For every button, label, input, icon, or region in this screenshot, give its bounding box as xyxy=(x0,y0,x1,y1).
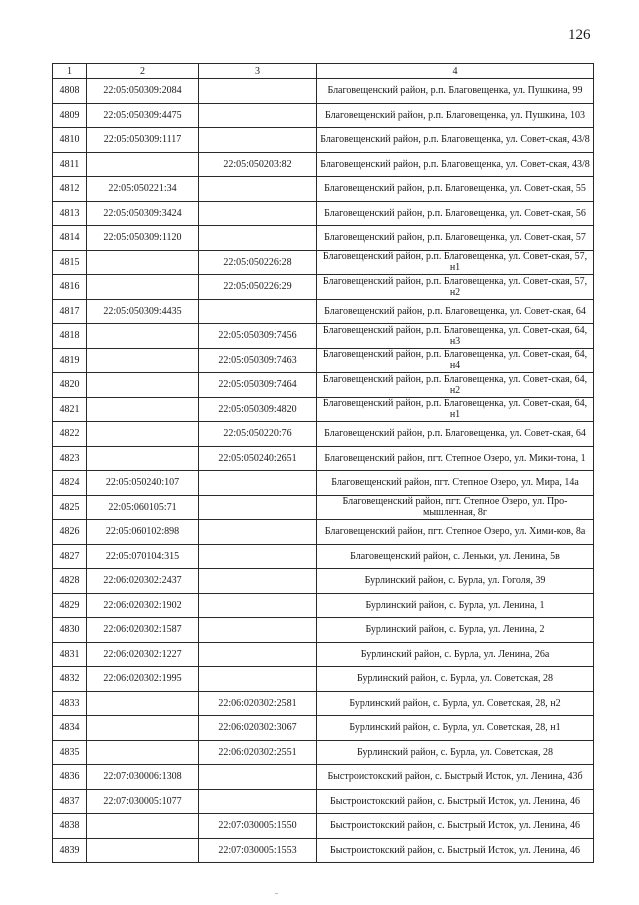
address-cell: Бурлинский район, с. Бурла, ул. Советская, 28, н1 xyxy=(317,716,594,741)
table-row xyxy=(53,814,594,839)
row-number-cell: 4838 xyxy=(53,814,87,839)
table-row xyxy=(53,642,594,667)
cadastral-number-cell xyxy=(87,691,199,716)
table-row xyxy=(53,177,594,202)
row-number-cell: 4819 xyxy=(53,348,87,373)
row-number-cell: 4817 xyxy=(53,299,87,324)
table-row xyxy=(53,716,594,741)
address-cell: Благовещенский район, р.п. Благовещенка, ул. Совет-ская, 64, н2 xyxy=(317,373,594,398)
table-body xyxy=(53,79,594,863)
object-cadastral-number-cell: 22:07:030005:1550 xyxy=(199,814,317,839)
cadastral-number-cell xyxy=(87,373,199,398)
address-cell: Быстроистокский район, с. Быстрый Исток, ул. Ленина, 46 xyxy=(317,838,594,863)
row-number-cell: 4828 xyxy=(53,569,87,594)
cadastral-number-cell: 22:06:020302:1995 xyxy=(87,667,199,692)
cadastral-number-cell: 22:06:020302:1227 xyxy=(87,642,199,667)
table-row xyxy=(53,789,594,814)
object-cadastral-number-cell: 22:07:030005:1553 xyxy=(199,838,317,863)
row-number-cell: 4836 xyxy=(53,765,87,790)
object-cadastral-number-cell xyxy=(199,495,317,520)
row-number-cell: 4835 xyxy=(53,740,87,765)
address-cell: Быстроистокский район, с. Быстрый Исток, ул. Ленина, 46 xyxy=(317,789,594,814)
row-number-cell: 4834 xyxy=(53,716,87,741)
object-cadastral-number-cell: 22:06:020302:2581 xyxy=(199,691,317,716)
table-row xyxy=(53,838,594,863)
object-cadastral-number-cell xyxy=(199,226,317,251)
cadastral-number-cell: 22:05:050309:2084 xyxy=(87,79,199,104)
row-number-cell: 4837 xyxy=(53,789,87,814)
address-cell: Благовещенский район, пгт. Степное Озеро, ул. Хими-ков, 8а xyxy=(317,520,594,545)
row-number-cell: 4818 xyxy=(53,324,87,349)
object-cadastral-number-cell xyxy=(199,520,317,545)
object-cadastral-number-cell: 22:05:050309:7464 xyxy=(199,373,317,398)
object-cadastral-number-cell: 22:05:050240:2651 xyxy=(199,446,317,471)
object-cadastral-number-cell: 22:05:050203:82 xyxy=(199,152,317,177)
cadastral-number-cell xyxy=(87,814,199,839)
address-cell: Бурлинский район, с. Бурла, ул. Ленина, 26а xyxy=(317,642,594,667)
row-number-cell: 4812 xyxy=(53,177,87,202)
address-cell: Благовещенский район, р.п. Благовещенка, ул. Совет-ская, 56 xyxy=(317,201,594,226)
table-row xyxy=(53,569,594,594)
address-cell: Благовещенский район, р.п. Благовещенка, ул. Совет-ская, 43/8 xyxy=(317,128,594,153)
address-cell: Благовещенский район, р.п. Благовещенка, ул. Совет-ская, 57, н1 xyxy=(317,250,594,275)
cadastral-number-cell: 22:06:020302:1902 xyxy=(87,593,199,618)
cadastral-number-cell xyxy=(87,348,199,373)
row-number-cell: 4816 xyxy=(53,275,87,300)
table-row xyxy=(53,152,594,177)
address-cell: Благовещенский район, пгт. Степное Озеро, ул. Про-мышленная, 8г xyxy=(317,495,594,520)
row-number-cell: 4810 xyxy=(53,128,87,153)
object-cadastral-number-cell xyxy=(199,593,317,618)
cadastral-number-cell: 22:05:060102:898 xyxy=(87,520,199,545)
address-cell: Благовещенский район, р.п. Благовещенка, ул. Совет-ская, 64, н4 xyxy=(317,348,594,373)
address-cell: Благовещенский район, пгт. Степное Озеро, ул. Мира, 14а xyxy=(317,471,594,496)
table-header xyxy=(53,64,594,79)
table-row xyxy=(53,471,594,496)
cadastral-number-cell: 22:06:020302:1587 xyxy=(87,618,199,643)
address-cell: Благовещенский район, р.п. Благовещенка, ул. Совет-ская, 57 xyxy=(317,226,594,251)
object-cadastral-number-cell: 22:06:020302:3067 xyxy=(199,716,317,741)
object-cadastral-number-cell: 22:06:020302:2551 xyxy=(199,740,317,765)
cadastral-number-cell: 22:05:050309:4435 xyxy=(87,299,199,324)
row-number-cell: 4814 xyxy=(53,226,87,251)
cadastral-number-cell: 22:07:030005:1077 xyxy=(87,789,199,814)
table-row xyxy=(53,618,594,643)
row-number-cell: 4824 xyxy=(53,471,87,496)
column-header-1: 1 xyxy=(53,64,87,79)
row-number-cell: 4823 xyxy=(53,446,87,471)
object-cadastral-number-cell xyxy=(199,667,317,692)
cadastral-number-cell: 22:05:050309:1117 xyxy=(87,128,199,153)
cadastral-number-cell xyxy=(87,716,199,741)
row-number-cell: 4809 xyxy=(53,103,87,128)
address-cell: Бурлинский район, с. Бурла, ул. Ленина, 1 xyxy=(317,593,594,618)
column-header-2: 2 xyxy=(87,64,199,79)
row-number-cell: 4829 xyxy=(53,593,87,618)
row-number-cell: 4827 xyxy=(53,544,87,569)
table-row xyxy=(53,103,594,128)
cadastral-number-cell xyxy=(87,250,199,275)
object-cadastral-number-cell xyxy=(199,765,317,790)
cadastral-number-cell: 22:05:050309:3424 xyxy=(87,201,199,226)
table-row xyxy=(53,128,594,153)
row-number-cell: 4833 xyxy=(53,691,87,716)
address-cell: Бурлинский район, с. Бурла, ул. Гоголя, 39 xyxy=(317,569,594,594)
row-number-cell: 4831 xyxy=(53,642,87,667)
object-cadastral-number-cell xyxy=(199,79,317,104)
row-number-cell: 4822 xyxy=(53,422,87,447)
table-row xyxy=(53,324,594,349)
object-cadastral-number-cell: 22:05:050220:76 xyxy=(199,422,317,447)
address-cell: Благовещенский район, р.п. Благовещенка, ул. Совет-ская, 43/8 xyxy=(317,152,594,177)
cadastral-number-cell: 22:05:070104:315 xyxy=(87,544,199,569)
table-row xyxy=(53,79,594,104)
table-row xyxy=(53,373,594,398)
cadastral-number-cell: 22:06:020302:2437 xyxy=(87,569,199,594)
cadastral-number-cell xyxy=(87,275,199,300)
cadastral-number-cell: 22:05:050309:1120 xyxy=(87,226,199,251)
table-row xyxy=(53,593,594,618)
scan-artifact xyxy=(275,893,278,894)
cadastral-number-cell xyxy=(87,397,199,422)
address-cell: Благовещенский район, р.п. Благовещенка, ул. Совет-ская, 55 xyxy=(317,177,594,202)
object-cadastral-number-cell xyxy=(199,471,317,496)
cadastral-number-cell xyxy=(87,838,199,863)
table-row xyxy=(53,250,594,275)
row-number-cell: 4808 xyxy=(53,79,87,104)
object-cadastral-number-cell xyxy=(199,789,317,814)
table-row xyxy=(53,740,594,765)
page-number: 126 xyxy=(568,27,591,43)
table-row xyxy=(53,226,594,251)
cadastral-number-cell xyxy=(87,740,199,765)
address-cell: Бурлинский район, с. Бурла, ул. Советская, 28 xyxy=(317,740,594,765)
address-cell: Благовещенский район, с. Леньки, ул. Ленина, 5в xyxy=(317,544,594,569)
address-cell: Быстроистокский район, с. Быстрый Исток, ул. Ленина, 46 xyxy=(317,814,594,839)
table-row xyxy=(53,201,594,226)
object-cadastral-number-cell xyxy=(199,177,317,202)
object-cadastral-number-cell: 22:05:050309:7463 xyxy=(199,348,317,373)
table-row xyxy=(53,765,594,790)
table-row xyxy=(53,544,594,569)
address-cell: Благовещенский район, р.п. Благовещенка, ул. Совет-ская, 57, н2 xyxy=(317,275,594,300)
property-registry-table xyxy=(52,63,594,863)
cadastral-number-cell xyxy=(87,324,199,349)
row-number-cell: 4839 xyxy=(53,838,87,863)
object-cadastral-number-cell xyxy=(199,201,317,226)
table-row xyxy=(53,397,594,422)
address-cell: Благовещенский район, р.п. Благовещенка, ул. Пушкина, 103 xyxy=(317,103,594,128)
object-cadastral-number-cell xyxy=(199,569,317,594)
address-cell: Благовещенский район, р.п. Благовещенка, ул. Совет-ская, 64 xyxy=(317,422,594,447)
column-header-3: 3 xyxy=(199,64,317,79)
address-cell: Благовещенский район, р.п. Благовещенка, ул. Пушкина, 99 xyxy=(317,79,594,104)
object-cadastral-number-cell: 22:05:050226:28 xyxy=(199,250,317,275)
object-cadastral-number-cell: 22:05:050309:7456 xyxy=(199,324,317,349)
address-cell: Благовещенский район, р.п. Благовещенка, ул. Совет-ская, 64 xyxy=(317,299,594,324)
table-row xyxy=(53,667,594,692)
table-row xyxy=(53,520,594,545)
address-cell: Благовещенский район, пгт. Степное Озеро, ул. Мики-тона, 1 xyxy=(317,446,594,471)
table-row xyxy=(53,348,594,373)
object-cadastral-number-cell xyxy=(199,642,317,667)
address-cell: Быстроистокский район, с. Быстрый Исток, ул. Ленина, 43б xyxy=(317,765,594,790)
address-cell: Бурлинский район, с. Бурла, ул. Ленина, 2 xyxy=(317,618,594,643)
object-cadastral-number-cell xyxy=(199,544,317,569)
object-cadastral-number-cell: 22:05:050226:29 xyxy=(199,275,317,300)
cadastral-number-cell: 22:05:050240:107 xyxy=(87,471,199,496)
cadastral-number-cell: 22:05:060105:71 xyxy=(87,495,199,520)
row-number-cell: 4811 xyxy=(53,152,87,177)
object-cadastral-number-cell: 22:05:050309:4820 xyxy=(199,397,317,422)
cadastral-number-cell xyxy=(87,446,199,471)
object-cadastral-number-cell xyxy=(199,618,317,643)
table-row xyxy=(53,422,594,447)
address-cell: Благовещенский район, р.п. Благовещенка, ул. Совет-ская, 64, н1 xyxy=(317,397,594,422)
object-cadastral-number-cell xyxy=(199,299,317,324)
column-header-4: 4 xyxy=(317,64,594,79)
row-number-cell: 4813 xyxy=(53,201,87,226)
table-row xyxy=(53,495,594,520)
row-number-cell: 4830 xyxy=(53,618,87,643)
row-number-cell: 4820 xyxy=(53,373,87,398)
address-cell: Бурлинский район, с. Бурла, ул. Советская, 28 xyxy=(317,667,594,692)
cadastral-number-cell xyxy=(87,422,199,447)
table-row xyxy=(53,299,594,324)
table-row xyxy=(53,275,594,300)
object-cadastral-number-cell xyxy=(199,103,317,128)
table-row xyxy=(53,691,594,716)
cadastral-number-cell: 22:05:050221:34 xyxy=(87,177,199,202)
row-number-cell: 4825 xyxy=(53,495,87,520)
address-cell: Благовещенский район, р.п. Благовещенка, ул. Совет-ская, 64, н3 xyxy=(317,324,594,349)
row-number-cell: 4815 xyxy=(53,250,87,275)
cadastral-number-cell xyxy=(87,152,199,177)
address-cell: Бурлинский район, с. Бурла, ул. Советская, 28, н2 xyxy=(317,691,594,716)
cadastral-number-cell: 22:07:030006:1308 xyxy=(87,765,199,790)
table-row xyxy=(53,446,594,471)
row-number-cell: 4826 xyxy=(53,520,87,545)
row-number-cell: 4821 xyxy=(53,397,87,422)
row-number-cell: 4832 xyxy=(53,667,87,692)
cadastral-number-cell: 22:05:050309:4475 xyxy=(87,103,199,128)
object-cadastral-number-cell xyxy=(199,128,317,153)
